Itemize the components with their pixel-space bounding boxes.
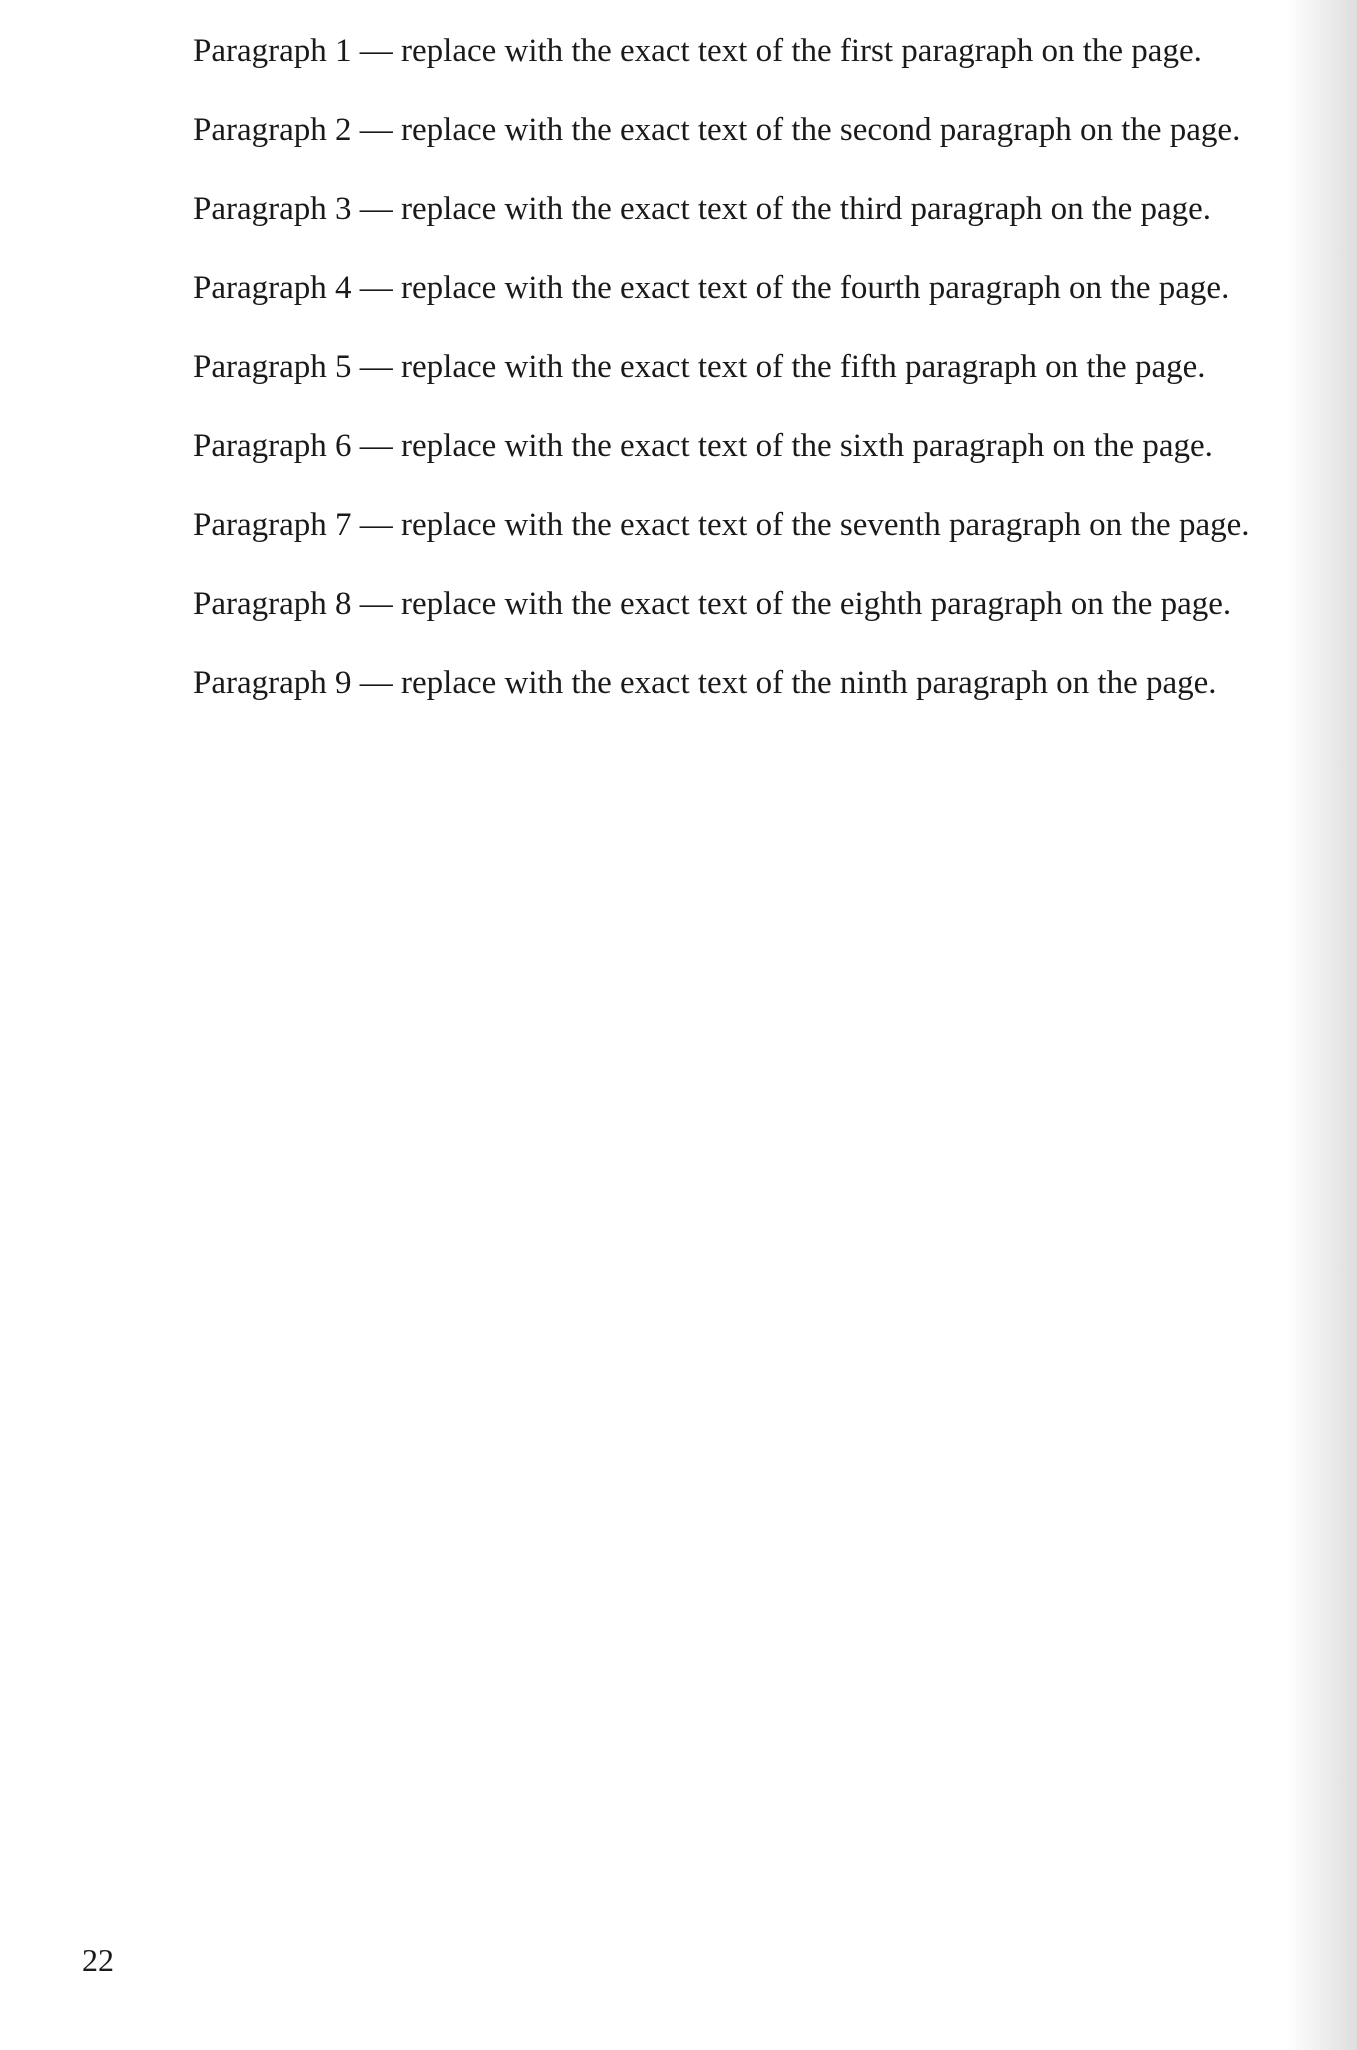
paragraph-9: Paragraph 9 — replace with the exact text of the ninth paragraph on the page. [193,665,1217,701]
paragraph-7: Paragraph 7 — replace with the exact text of the seventh paragraph on the page. [193,507,1250,543]
page-number: 22 [82,1942,114,1978]
paragraph-5: Paragraph 5 — replace with the exact text of the fifth paragraph on the page. [193,349,1206,385]
paragraph-8: Paragraph 8 — replace with the exact text of the eighth paragraph on the page. [193,586,1232,622]
paragraph-3: Paragraph 3 — replace with the exact text of the third paragraph on the page. [193,191,1212,227]
paragraph-1: Paragraph 1 — replace with the exact text of the first paragraph on the page. [193,33,1202,69]
paragraph-2: Paragraph 2 — replace with the exact text of the second paragraph on the page. [193,112,1241,148]
paragraph-4: Paragraph 4 — replace with the exact text of the fourth paragraph on the page. [193,270,1230,306]
paragraph-6: Paragraph 6 — replace with the exact text of the sixth paragraph on the page. [193,428,1213,464]
document-body [145,30,1345,741]
